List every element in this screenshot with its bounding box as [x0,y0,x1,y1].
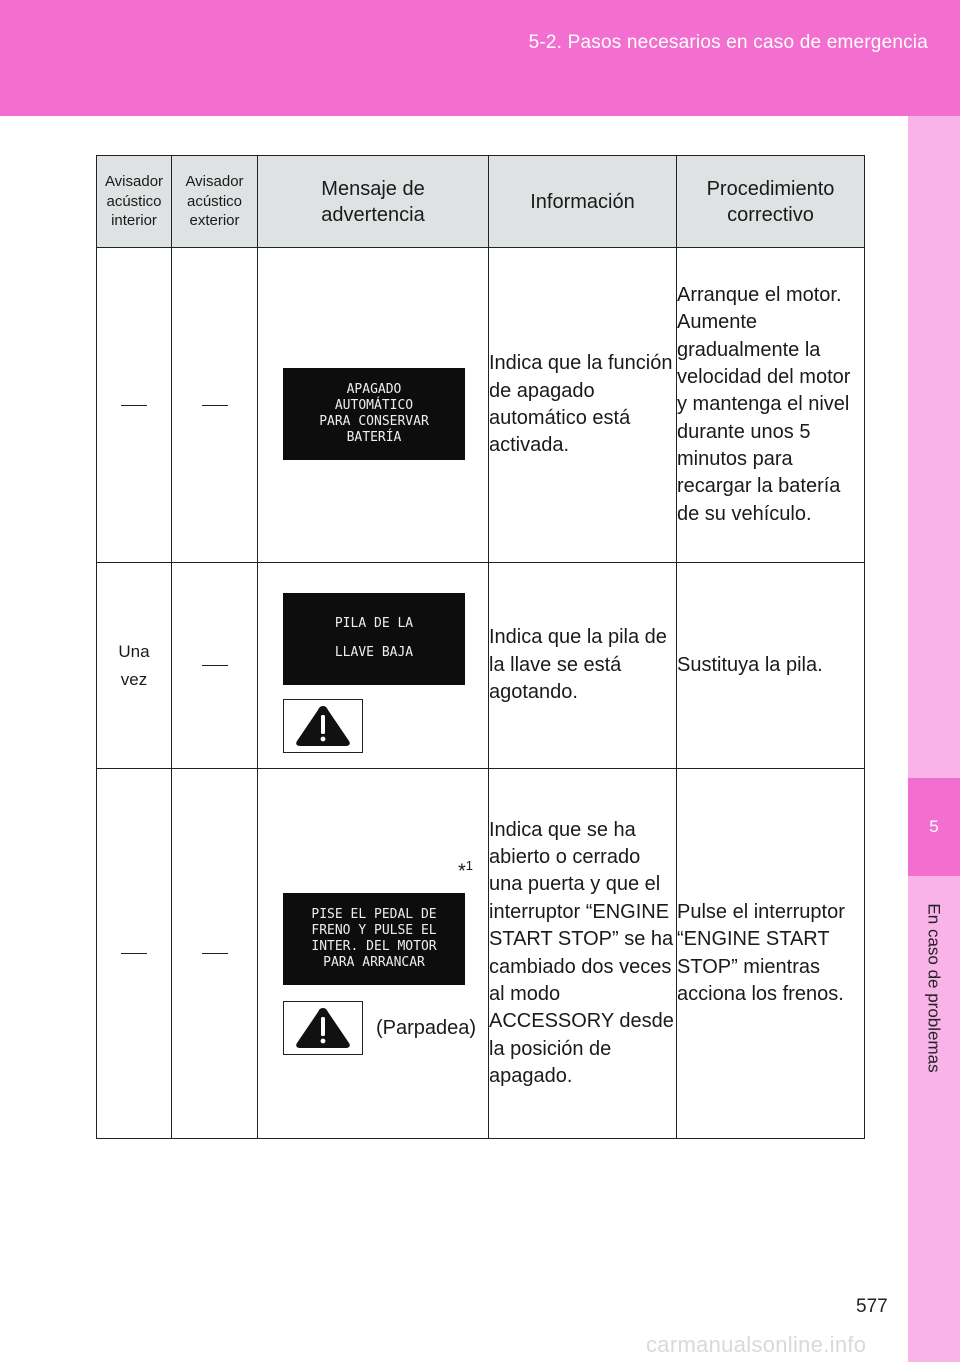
warning-triangle-icon [293,704,353,748]
footnote-marker: *$^1$ [458,858,474,883]
lcd-message-display: PISE EL PEDAL DE FRENO Y PULSE EL INTER. DEL MOTOR PARA ARRANCAR [283,893,465,985]
header-exterior-buzzer: Avisador acústico exterior [172,156,258,248]
header-interior-buzzer: Avisador acústico interior [97,156,172,248]
section-title: 5-2. Pasos necesarios en caso de emergencia [528,32,928,53]
header-procedure: Procedimiento correctivo [677,156,865,248]
warning-messages-table [96,155,865,1139]
interior-buzzer-cell: Una vez [97,563,172,769]
dash-icon [121,953,147,954]
chapter-number-tab: 5 [908,778,960,876]
interior-buzzer-cell [97,769,172,1139]
lcd-message-display: APAGADO AUTOMÁTICO PARA CONSERVAR BATERÍA [283,368,465,460]
information-cell: Indica que se ha abierto o cerrado una puerta y que el interruptor “ENGINE START STOP” se ha cambiado dos veces al modo ACCESSORY desde la posición de apagado. [489,769,677,1139]
dash-icon [202,405,228,406]
procedure-cell: Arranque el motor. Aumente gradualmente la velocidad del motor y mantenga el nivel durante unos 5 minutos para recargar la batería de su vehículo. [677,248,865,563]
warning-message-cell [258,769,489,1139]
warning-message-cell [258,563,489,769]
information-cell: Indica que la pila de la llave se está agotando. [489,563,677,769]
table-row [97,769,865,1139]
chapter-title: En caso de problemas [925,902,944,1073]
procedure-cell: Sustituya la pila. [677,563,865,769]
exterior-buzzer-cell [172,769,258,1139]
blink-note: (Parpadea) [376,1017,477,1039]
page-header [0,0,960,116]
page-number: 577 [856,1296,888,1317]
dash-icon [202,665,228,666]
table-row [97,248,865,563]
lcd-message-display: PILA DE LA LLAVE BAJA [283,593,465,685]
header-information: Información [489,156,677,248]
procedure-cell: Pulse el interruptor “ENGINE START STOP” mientras acciona los frenos. [677,769,865,1139]
information-cell: Indica que la función de apagado automático está activada. [489,248,677,563]
warning-triangle-icon [293,1006,353,1050]
warning-message-cell [258,248,489,563]
dash-icon [202,953,228,954]
exterior-buzzer-cell [172,248,258,563]
table-header-row [97,156,865,248]
interior-buzzer-cell [97,248,172,563]
warning-indicator [283,699,363,753]
exterior-buzzer-cell [172,563,258,769]
watermark: carmanualsonline.info [646,1332,867,1357]
dash-icon [121,405,147,406]
warning-indicator [283,1001,363,1055]
side-strip [908,116,960,1362]
table-row [97,563,865,769]
header-warning-message: Mensaje de advertencia [258,156,489,248]
